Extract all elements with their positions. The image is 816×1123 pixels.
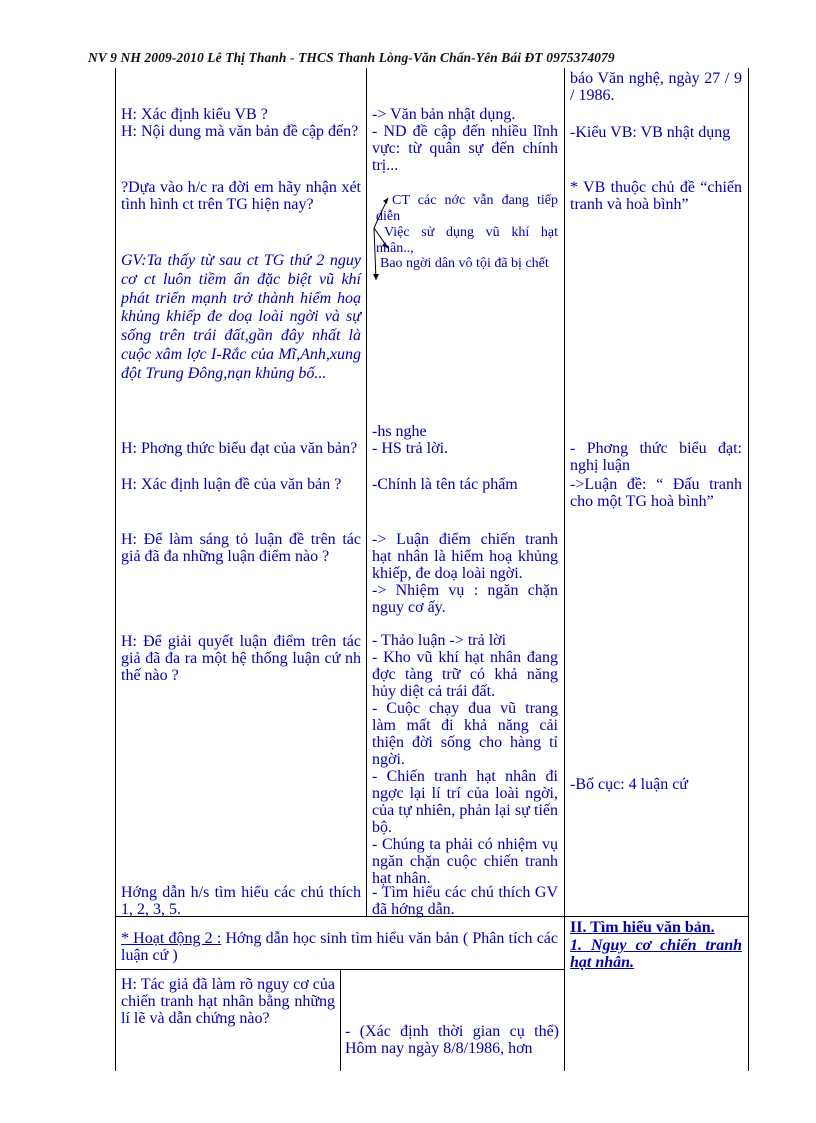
note-layout: -Bố cục: 4 luận cứ	[570, 776, 688, 793]
table-row-line	[115, 969, 564, 970]
answer-point: -> Nhiệm vụ : ngăn chặn nguy cơ ấy.	[372, 582, 558, 616]
note-type: -Kiểu VB: VB nhật dụng	[570, 124, 731, 141]
answer-argument: - Chúng ta phải có nhiệm vụ ngăn chặn cuộc chiến tranh hạt nhân.	[372, 836, 558, 887]
answer-evidence: - (Xác định thời gian cụ thể) Hôm nay ngày 8/8/1986, hơn	[345, 1023, 559, 1057]
table-border-right	[748, 68, 749, 1071]
question-evidence: H: Tác giả đã làm rõ nguy cơ của chiến tranh hạt nhân bằng những lí lẽ và dẫn chứng nào?	[121, 976, 335, 1027]
table-border-left	[115, 68, 116, 1071]
answer-arguments	[372, 632, 558, 887]
question-content: H: Nội dung mà văn bản đề cập đến?	[121, 123, 359, 140]
answer-method: - HS trả lời.	[372, 440, 449, 457]
question-situation: ?Dựa vào h/c ra đời em hãy nhận xét tình hình ct trên TG hiện nay?	[121, 179, 361, 213]
question-thesis: H: Xác định luận đề của văn bản ?	[121, 476, 342, 493]
section-title: II. Tìm hiểu văn bản.	[570, 919, 715, 936]
section-subtitle: 1. Nguy cơ chiến tranh hạt nhân.	[570, 937, 742, 971]
activity-heading	[121, 930, 558, 964]
activity-text: Hớng dẫn học sinh tìm hiểu văn bản ( Phân tích các luận cứ )	[121, 930, 558, 964]
table-divider-col2	[564, 68, 565, 1071]
question-method: H: Phơng thức biểu đạt của văn bản?	[121, 440, 358, 457]
question-points: H: Để làm sáng tỏ luận đề trên tác giả đã đa những luận điểm nào ?	[121, 531, 361, 565]
answer-listen: -hs nghe	[372, 423, 427, 440]
answer-points	[372, 531, 558, 616]
answer-argument: - Kho vũ khí hạt nhân đang đợc tàng trữ có khả năng hủy diệt cả trái đất.	[372, 649, 558, 700]
arrow-item: Việc sử dụng vũ khí hạt nhân..,	[376, 225, 558, 256]
answer-notes: - Tìm hiểu các chú thích GV đã hớng dẫn.	[372, 884, 558, 918]
answer-type: -> Văn bản nhật dụng.	[372, 106, 516, 123]
answer-argument: - Chiến tranh hạt nhân đi ngợc lại lí trí của loài ngời, của tự nhiên, phản lại sự tiến bộ.	[372, 768, 558, 836]
question-arguments: H: Để giải quyết luận điểm trên tác giả đã đa ra một hệ thống luận cứ nh thế nào ?	[121, 633, 361, 684]
arrow-item: Bao ngời dân vô tội đã bị chết	[380, 256, 549, 271]
answer-content: - ND đề cập đến nhiều lĩnh vực: từ quân sự đến chính trị...	[372, 123, 558, 174]
question-type: H: Xác định kiểu VB ?	[121, 106, 268, 123]
answer-argument: - Cuộc chạy đua vũ trang làm mất đi khả năng cải thiện đời sống cho hàng tỉ ngời.	[372, 700, 558, 768]
note-theme: * VB thuộc chủ đề “chiến tranh và hoà bình”	[570, 179, 742, 213]
table-divider-col1	[366, 68, 367, 916]
activity-label: * Hoạt động 2 :	[121, 930, 222, 947]
note-thesis: ->Luận đề: “ Đấu tranh cho một TG hoà bình”	[570, 476, 742, 510]
note-method: - Phơng thức biểu đạt: nghị luận	[570, 440, 742, 474]
teacher-note: GV:Ta thấy từ sau ct TG thứ 2 nguy cơ ct luôn tiềm ẩn đặc biệt vũ khí phát triển mạnh trở thành hiểm hoạ khủng khiếp đe doạ loài ngời và sự sống trên trái đất,gần đây nhất là cuộc xâm lợc I-Rắc của Mĩ,Anh,xung đột Trung Đông,nạn khủng bố...	[121, 252, 361, 382]
question-notes: Hớng dẫn h/s tìm hiểu các chú thích 1, 2, 3, 5.	[121, 884, 361, 918]
answer-point: -> Luận điểm chiến tranh hạt nhân là hiểm hoạ khủng khiếp, đe doạ loài ngời.	[372, 531, 558, 582]
answer-argument: - Thảo luận -> trả lời	[372, 632, 507, 649]
page-header: NV 9 NH 2009-2010 Lê Thị Thanh - THCS Thanh Lòng-Văn Chấn-Yên Bái ĐT 0975374079	[88, 50, 615, 65]
col3-carry-text: báo Văn nghệ, ngày 27 / 9 / 1986.	[570, 70, 742, 104]
arrow-item: CT các nớc vẫn đang tiếp diễn	[376, 193, 558, 224]
answer-thesis: -Chính là tên tác phẩm	[372, 476, 518, 493]
table-divider-bottom-col	[340, 970, 341, 1071]
